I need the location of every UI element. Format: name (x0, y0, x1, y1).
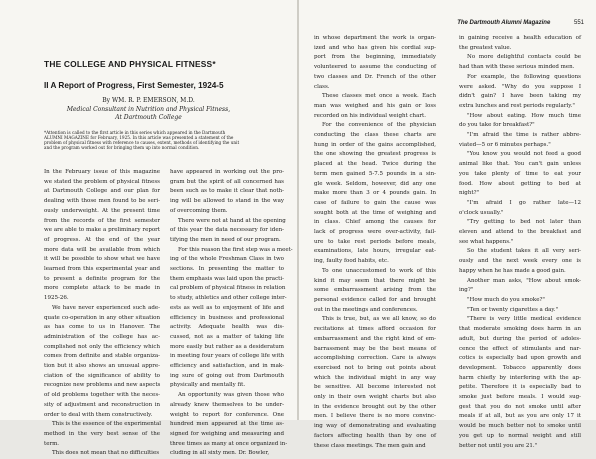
text-line: No more delightful contacts could be (467, 54, 581, 61)
text-line: the one showing the greatest progress is (314, 151, 436, 158)
text-line: from the records of the first semester (44, 217, 160, 224)
text-line: already knew themselves to be under- (170, 401, 284, 408)
text-line: smoke just before meals. I would sug- (459, 394, 581, 401)
text-line: three times as many at once organized in- (170, 440, 288, 447)
left-column-1 (44, 168, 160, 459)
text-line: eleven and attend to the breakfast and (459, 229, 581, 236)
text-line: "I'm afraid I go rather late—12 (467, 199, 581, 206)
running-head (299, 20, 584, 26)
text-line: efficiency and satisfaction, and in mak- (170, 363, 284, 370)
text-line: ing, faulty food habits, etc. (314, 258, 389, 265)
article-title: THE COLLEGE AND PHYSICAL FITNESS* (44, 59, 216, 69)
text-line: more complete attack to be made in (44, 285, 160, 292)
text-line: of overcoming them. (170, 207, 228, 214)
text-line: term men gained 5-7.5 pounds in a sin- (314, 170, 436, 177)
text-line: personal evidence called for and brought (314, 296, 436, 303)
text-line: two classes and Dr. French of the other (314, 73, 436, 80)
text-line: only in their own weight charts but also (314, 394, 436, 401)
running-head-title: The Dartmouth Alumni Magazine (457, 20, 551, 26)
text-line: This is the essence of the experimental (52, 421, 162, 428)
article-author: By WM. R. P. EMERSON, M.D. (102, 97, 195, 104)
left-page (0, 0, 297, 457)
text-line: tifying the men in need of our program. (170, 236, 281, 243)
text-line: For example, the following questions (467, 73, 581, 80)
text-line: these class meetings. The men gain and (314, 442, 426, 449)
text-line: Another man asks, "How about smok- (467, 277, 581, 284)
text-line: it will be possible to show what we have (44, 256, 160, 263)
text-line: the greatest value. (459, 44, 512, 51)
text-line: of old problems together with the neces- (44, 392, 160, 399)
text-line: case of failure to gain the cause was (314, 199, 436, 206)
text-line: in the evidence brought out by the other (314, 403, 436, 410)
text-line: o'clock usually." (459, 209, 504, 216)
text-line: ing?" (459, 287, 474, 294)
text-line: We have never experienced such ade- (52, 304, 160, 311)
text-line: exercised not to bring out points about (314, 364, 436, 371)
text-line: didn't gain? I have been taking my (459, 93, 581, 100)
text-line: cal problem of physical fitness in relation (170, 285, 286, 292)
text-line: sections. In presenting the matter to (170, 266, 284, 273)
text-line: make more than 3 or 4 pounds gain. In (314, 190, 436, 197)
text-line: ing way of demonstrating and evaluating (314, 423, 436, 430)
text-line: harm chiefly by interfering with the ap- (459, 374, 581, 381)
text-line: out in the meetings and conferences. (314, 306, 418, 313)
text-line: food. How about getting to bed at (459, 180, 581, 187)
text-line: order to deal with them constructively. (44, 411, 153, 418)
text-line: examinations, late hours, irregular eat- (314, 248, 436, 255)
text-line: barrassment may be the best means of (314, 345, 436, 352)
text-line: ously underweight. At the present time (44, 207, 160, 214)
text-line: factors affecting health than by one of (314, 432, 436, 439)
text-line: you take plenty of time to eat your (459, 170, 581, 177)
text-line: we stated the problem of physical fitness (44, 178, 160, 185)
text-line: "You know you would not feed a good (467, 151, 581, 158)
text-line: placed at the head. Twice during the (314, 161, 436, 168)
text-line: that moderate smoking does harm in an (459, 326, 581, 333)
text-line: dealing with those men found to be seri- (44, 198, 160, 205)
text-line: which the individual might in any way (314, 374, 436, 381)
text-line: viated—5 or 6 minutes perhaps." (459, 141, 551, 148)
footnote-line: *Attention is called to the first article in this series which appeared in the Dartmouth (44, 130, 226, 135)
text-line: hundred men appeared at the time as- (170, 421, 284, 428)
right-page (299, 0, 596, 449)
text-line: activity. Adequate health was dis- (170, 324, 284, 331)
text-line: animal like that. You can't gain unless (459, 161, 581, 168)
text-line: For the convenience of the physician (322, 122, 436, 129)
author-role-line-2: At Dartmouth College (115, 114, 182, 121)
text-line: quate co-operation in any other situation (44, 314, 160, 321)
text-line: been such as to make it clear that noth- (170, 188, 284, 195)
footnote (44, 130, 282, 150)
text-line: weight to report for conference. One (170, 411, 284, 418)
text-line: ure to take rest periods before meals, (314, 238, 436, 245)
text-line: embarrassment and the right kind of em- (314, 335, 436, 342)
text-line: hung in order of the gains accomplished, (314, 141, 436, 148)
text-line: This does not mean that no difficulties (52, 450, 160, 457)
text-line: you get up to normal weight and still (459, 432, 581, 439)
article-subtitle: II A Report of Progress, First Semester, 1924-5 (44, 81, 224, 90)
text-line: efficiency in business and professional (170, 314, 284, 321)
text-line: be sensitive. All become interested not (314, 384, 436, 391)
text-line: see what happens." (459, 238, 514, 245)
text-line: better not until you are 21." (459, 442, 538, 449)
text-line: would be much better not to smoke until (459, 423, 581, 430)
text-line: to present a definite program for the (44, 275, 160, 282)
text-line: These classes met once a week. Each (322, 93, 436, 100)
text-line: petite. Therefore it is especially bad to (459, 384, 581, 391)
text-line: ing sure of going out from Dartmouth (170, 372, 284, 379)
text-line: method in the very best sense of the (44, 430, 160, 437)
page-number: 551 (573, 20, 584, 26)
text-line: learned from this experimental year and (44, 266, 160, 273)
text-line: So the student takes it all very seri- (467, 248, 581, 255)
text-line: gle week. Seldom, however, did any one (314, 180, 436, 187)
text-line: conducting the class these charts are (314, 132, 436, 139)
text-line: class. (314, 83, 330, 90)
text-line: "I'm afraid the time is rather abbre- (467, 132, 581, 139)
text-line: physically and mentally fit. (170, 382, 246, 389)
text-line: "There is very little medical evidence (467, 316, 581, 323)
text-line: sity of adjustment and reconstruction in (44, 401, 160, 408)
text-line: in meeting four years of college life with (170, 353, 284, 360)
text-line: we are able to make a preliminary report (44, 227, 160, 234)
author-role-line-1: Medical Consultant in Nutrition and Physical Fitness, (66, 106, 231, 113)
text-line: tion but it also shows an unusual appre- (44, 363, 160, 370)
footnote-line: problem of physical fitness with reference to causes, extent, methods of identifying the unit (44, 140, 240, 146)
text-line: ously and the next week every one is (459, 258, 581, 265)
text-line: term. (44, 440, 60, 447)
text-line: recitations at times afford occasion for (314, 326, 436, 333)
text-line: ciation of the significance of ability to (44, 372, 160, 379)
text-line: had than with these serious minded men. (459, 64, 575, 71)
text-line: in whose department the work is organ- (314, 35, 436, 41)
text-line: in gaining receive a health education of (459, 35, 581, 41)
text-line: "Try getting to bed not later than (467, 219, 581, 226)
text-line: To one unaccustomed to work of this (322, 267, 436, 274)
text-line: more data will be available from which (44, 246, 160, 253)
text-line: There were not at hand at the opening (178, 217, 286, 224)
text-line: men. I believe there is no more convinc- (314, 413, 436, 420)
text-line: recorded on his individual weight chart. (314, 112, 426, 119)
text-line: have appeared in working out the pro- (170, 169, 284, 175)
text-line: port from the beginning, immediately (314, 54, 436, 61)
text-line: ing will be allowed to stand in the way (170, 198, 284, 205)
text-line: were asked. "Why do you suppose I (459, 83, 581, 90)
text-line: recognize new problems and new aspects (44, 382, 161, 389)
text-line: more easily but rather as a desideratum (170, 343, 284, 350)
left-column-2 (170, 168, 293, 459)
text-line: some embarrassment arising from the (314, 287, 436, 294)
text-line: cluding in all sixty men. Dr. Bowler, (170, 450, 270, 457)
text-line: lack of progress were over-activity, fail- (314, 229, 436, 236)
text-line: For this reason the first step was a meet- (178, 246, 293, 253)
text-line: do you take for breakfast?" (459, 122, 535, 129)
text-line: ests as well as to enjoyment of life and (170, 304, 284, 311)
text-line: adult, but during the period of adoles- (459, 335, 581, 342)
footnote-line: ALUMNI MAGAZINE for February, 1925. In this article was presented a statement of the (44, 135, 234, 141)
text-line: as has come to us in Hanover. The (44, 324, 160, 331)
text-line: accomplishing correction. Care is always (314, 355, 436, 362)
text-line: to study, athletics and other college inter- (170, 295, 287, 302)
text-line: of this year the data necessary for iden- (170, 227, 284, 234)
text-line: "How much do you smoke?" (467, 296, 545, 303)
text-line: cussed, not as a matter of taking life (170, 333, 284, 340)
right-column-1 (314, 34, 436, 451)
text-line: at Dartmouth College and our plan for (44, 188, 160, 195)
right-column-2 (459, 34, 581, 451)
text-line: man was weighed and his gain or loss (314, 102, 436, 109)
text-line: "How about eating. How much time (467, 112, 581, 119)
text-line: comes from definite and stable organiza- (44, 353, 160, 360)
text-line: ing of the whole Freshman Class in two (170, 256, 284, 263)
text-line: night?" (459, 190, 480, 197)
text-line: of progress. At the end of the year (44, 236, 160, 243)
text-line: In the February issue of this magazine (44, 169, 160, 175)
text-line: meals if at all, but as you are only 17 it (459, 413, 581, 420)
text-line: them emphasis was laid upon the practi- (170, 275, 284, 282)
text-line: happy when he has made a good gain. (459, 267, 566, 274)
text-line: extra lunches and rest periods regularly." (459, 102, 575, 109)
text-line: This is true, but, as we all know, so do (322, 316, 436, 323)
text-line: signed for weighing and measuring and (170, 430, 284, 437)
text-line: ized and who has given his cordial sup- (314, 44, 436, 51)
text-line: gram but the spirit of all concerned has (170, 178, 284, 185)
text-line: kind it may seem that there might be (314, 277, 436, 284)
text-line: gest that you do not smoke until after (459, 403, 581, 410)
text-line: cence the effect of stimulants and nar- (459, 345, 581, 352)
text-line: in class. Chief among the causes for (314, 219, 436, 226)
text-line: cotics is especially bad upon growth and (459, 355, 581, 362)
text-line: 1925-26. (44, 295, 69, 302)
footnote-line: and the program worked out for bringing them up into normal condition. (44, 145, 200, 151)
text-line: volunteered to assume the conducting of (314, 64, 436, 71)
text-line: complished not only the efficiency which (44, 343, 160, 350)
text-line: administration of the college has ac- (44, 333, 160, 340)
text-line: An opportunity was given those who (178, 392, 284, 399)
text-line: sought both at the time of weighing and (314, 209, 436, 216)
text-line: "Ten or twenty cigarettes a day." (467, 306, 559, 313)
text-line: development. Tobacco apparently does (459, 364, 581, 371)
